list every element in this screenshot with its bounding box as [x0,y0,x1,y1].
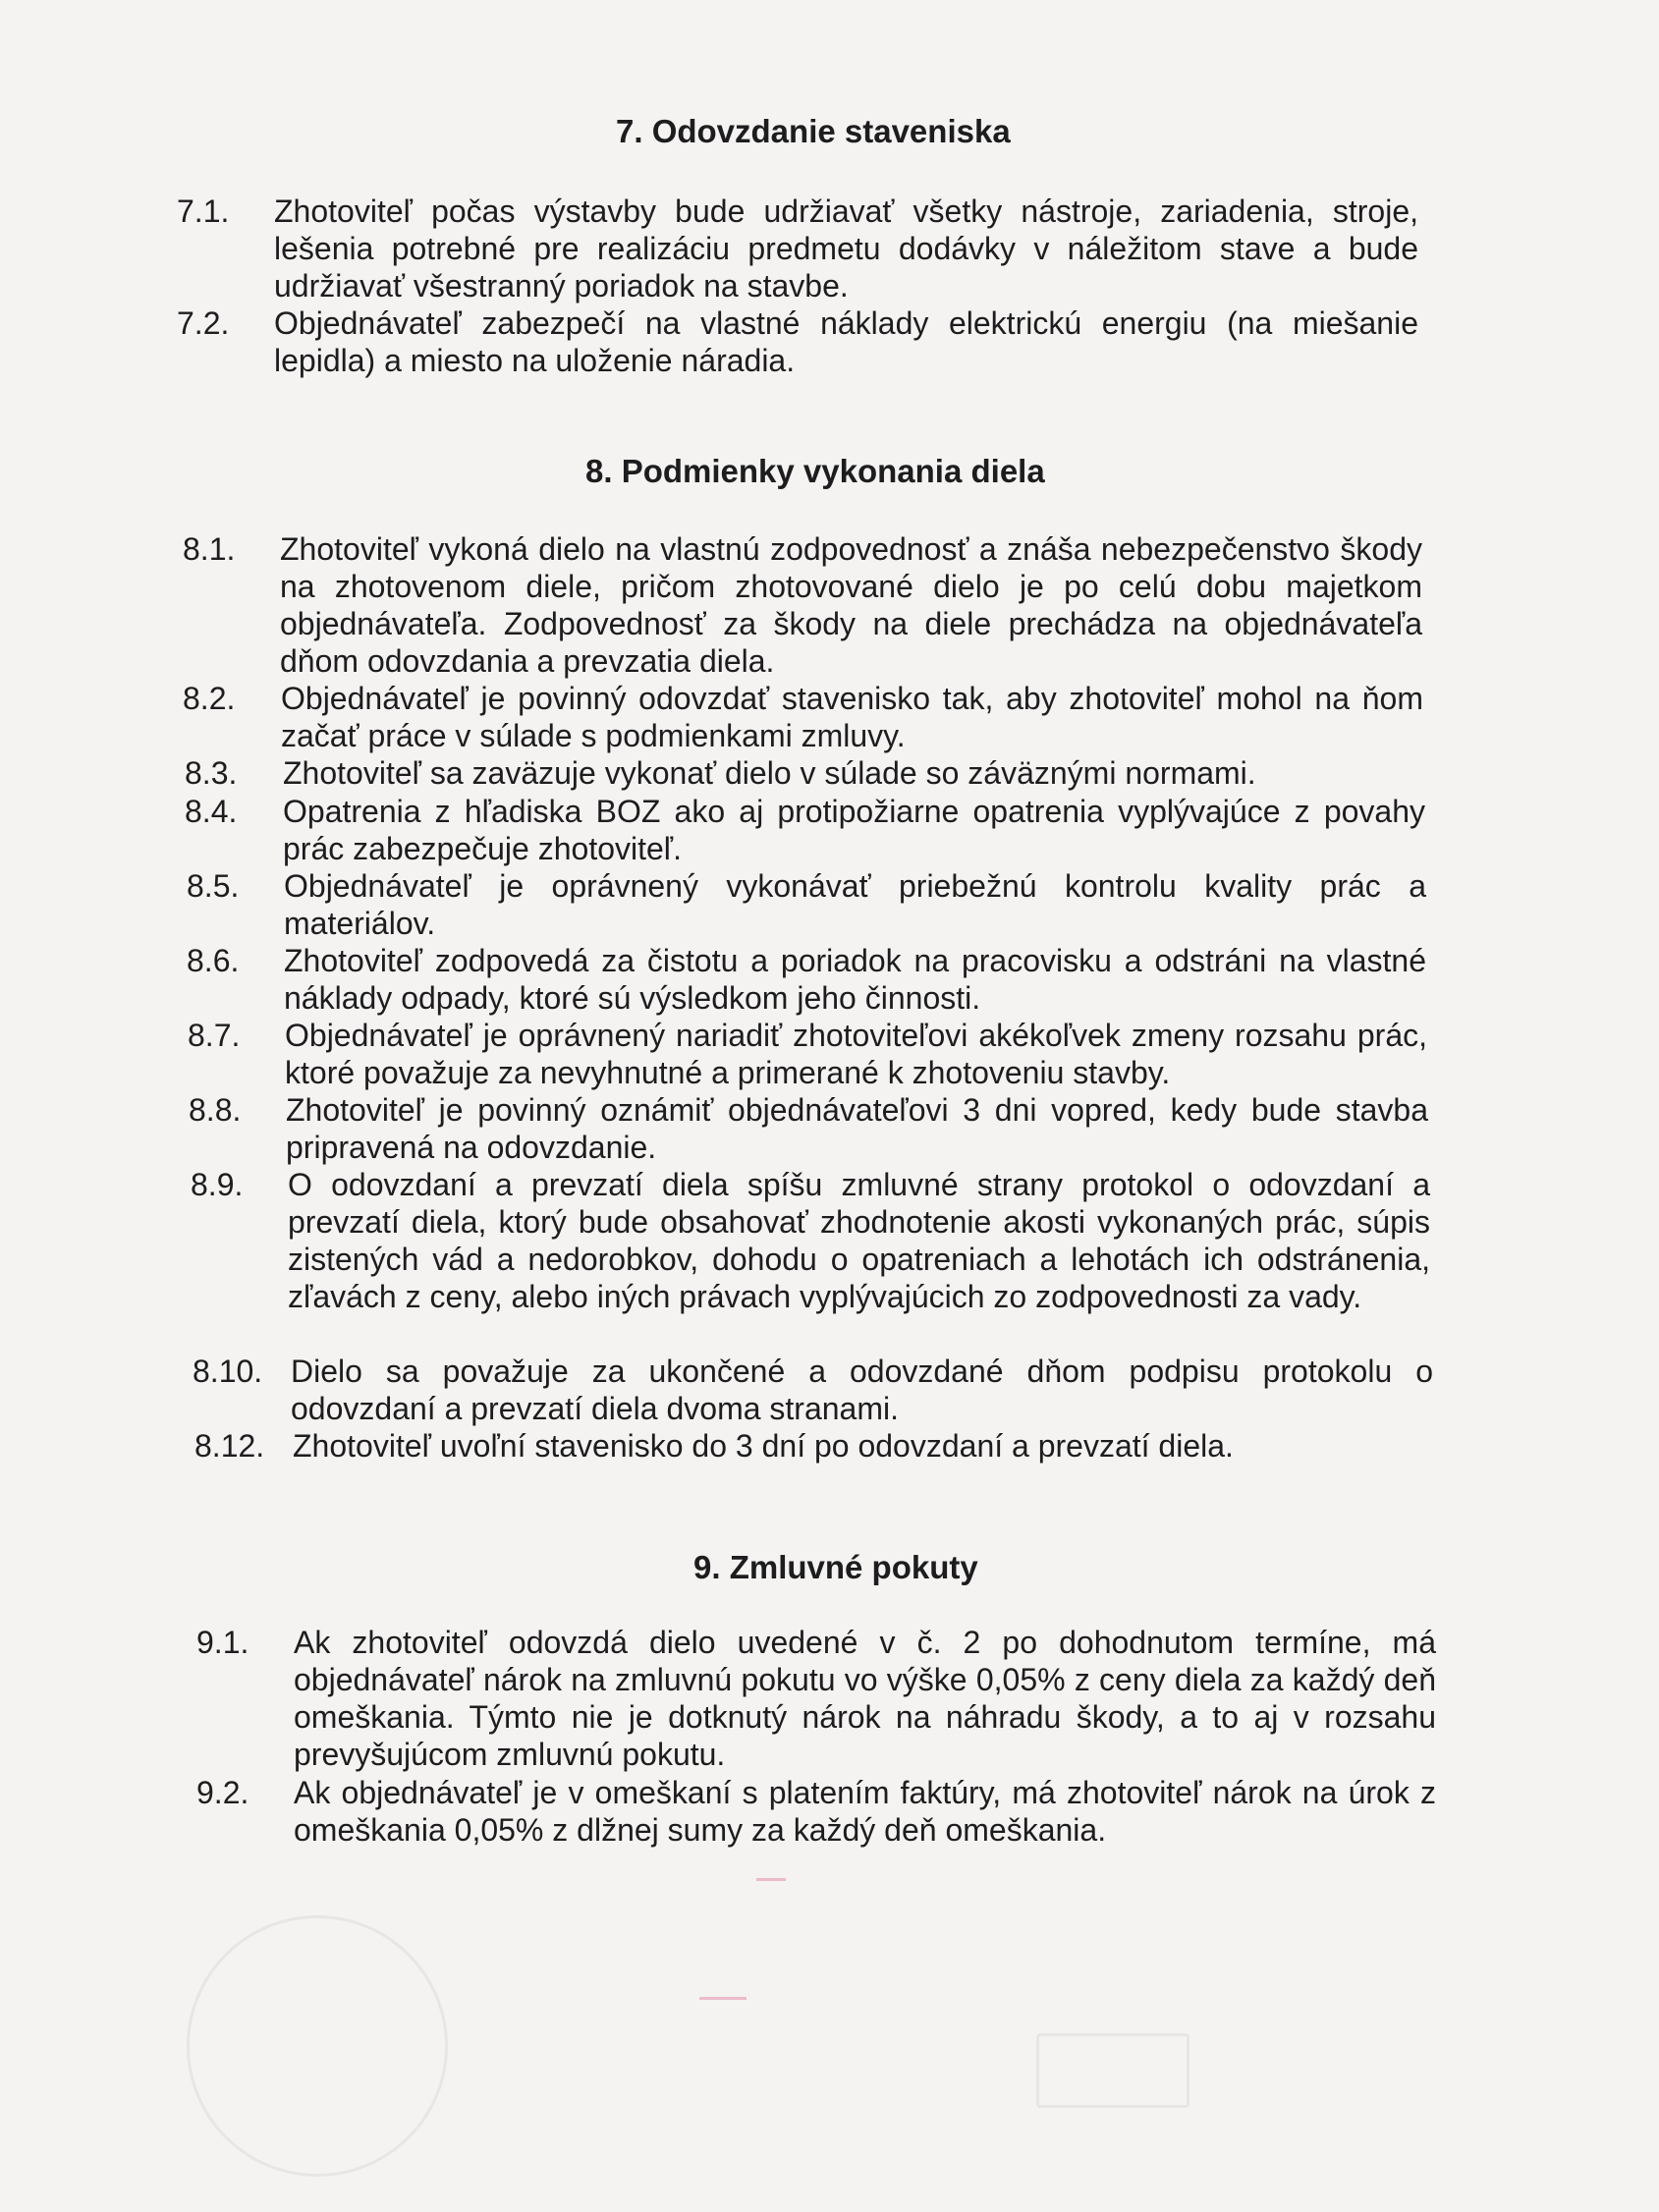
pink-mark [699,1997,747,2000]
clause-text: Zhotoviteľ počas výstavby bude udržiavať všetky nástroje, zariadenia, stroje, lešenia potrebné pre realizáciu predmetu dodávky v náležitom stave a bude udržiavať všestranný poriadok na stavbe. [274,194,1418,304]
clause-text: Zhotoviteľ je povinný oznámiť objednávateľovi 3 dni vopred, kedy bude stavba pripravená na odovzdanie. [286,1092,1428,1165]
clause-number: 8.6. [187,943,240,978]
clause-number: 9.2. [196,1775,249,1810]
section-heading: 7. Odovzdanie staveniska [616,113,1011,149]
pink-mark [756,1878,786,1881]
clause-text: Ak objednávateľ je v omeškaní s platením faktúry, má zhotoviteľ nárok na úrok z omeškania 0,05% z dlžnej sumy za každý deň omeškania. [294,1775,1436,1848]
clause-number: 7.1. [177,194,230,229]
clause-number: 8.12. [194,1428,265,1464]
clause-text: Opatrenia z hľadiska BOZ ako aj protipožiarne opatrenia vyplývajúce z povahy prác zabezpečuje zhotoviteľ. [283,794,1425,866]
section-heading: 8. Podmienky vykonania diela [585,453,1045,489]
clause-text: O odovzdaní a prevzatí diela spíšu zmluvné strany protokol o odovzdaní a prevzatí diela, ktorý bude obsahovať zhodnotenie akosti vykonaných prác, súpis zistených vád a nedorobkov, dohodu o opatreniach a lehotách ich odstránenia, zľavách z ceny, alebo iných právach vyplývajúcich zo zodpovednosti za vady. [288,1167,1430,1314]
clause-number: 8.4. [185,794,238,829]
clause-number: 8.9. [191,1167,244,1202]
clause-text: Dielo sa považuje za ukončené a odovzdané dňom podpisu protokolu o odovzdaní a prevzatí diela dvoma stranami. [291,1354,1433,1426]
clause-text: Objednávateľ je povinný odovzdať stavenisko tak, aby zhotoviteľ mohol na ňom začať práce v súlade s podmienkami zmluvy. [281,681,1423,753]
clause-text: Objednávateľ je oprávnený nariadiť zhotoviteľovi akékoľvek zmeny rozsahu prác, ktoré považuje za nevyhnutné a primerané k zhotoveniu stavby. [285,1018,1427,1090]
stamp-show-through [187,1915,448,2177]
clause-text: Ak zhotoviteľ odovzdá dielo uvedené v č. 2 po dohodnutom termíne, má objednávateľ nárok na zmluvnú pokutu vo výške 0,05% z ceny diela za každý deň omeškania. Týmto nie je dotknutý nárok na náhradu škody, a to aj v rozsahu prevyšujúcom zmluvnú pokutu. [294,1625,1436,1772]
clause-text: Zhotoviteľ sa zaväzuje vykonať dielo v súlade so záväznými normami. [283,755,1256,791]
clause-number: 9.1. [196,1625,249,1660]
section-heading: 9. Zmluvné pokuty [693,1549,978,1585]
clause-number: 8.3. [185,755,238,791]
clause-number: 8.8. [189,1092,242,1128]
clause-number: 8.7. [188,1018,241,1053]
clause-number: 8.1. [183,531,236,567]
clause-text: Zhotoviteľ uvoľní stavenisko do 3 dní po odovzdaní a prevzatí diela. [293,1428,1234,1464]
clause-number: 7.2. [177,305,230,341]
clause-number: 8.2. [183,681,236,716]
clause-text: Zhotoviteľ vykoná dielo na vlastnú zodpovednosť a znáša nebezpečenstvo škody na zhotovenom diele, pričom zhotovované dielo je po celú dobu majetkom objednávateľa. Zodpovednosť za škody na diele prechádza na objednávateľa dňom odovzdania a prevzatia diela. [280,531,1422,679]
clause-number: 8.5. [187,868,240,904]
clause-number: 8.10. [193,1354,263,1389]
clause-text: Zhotoviteľ zodpovedá za čistotu a poriadok na pracovisku a odstráni na vlastné náklady odpady, ktoré sú výsledkom jeho činnosti. [284,943,1426,1016]
clause-text: Objednávateľ je oprávnený vykonávať priebežnú kontrolu kvality prác a materiálov. [284,868,1426,941]
stamp-show-through-box [1036,2033,1189,2108]
clause-text: Objednávateľ zabezpečí na vlastné náklady elektrickú energiu (na miešanie lepidla) a miesto na uloženie náradia. [274,305,1418,378]
